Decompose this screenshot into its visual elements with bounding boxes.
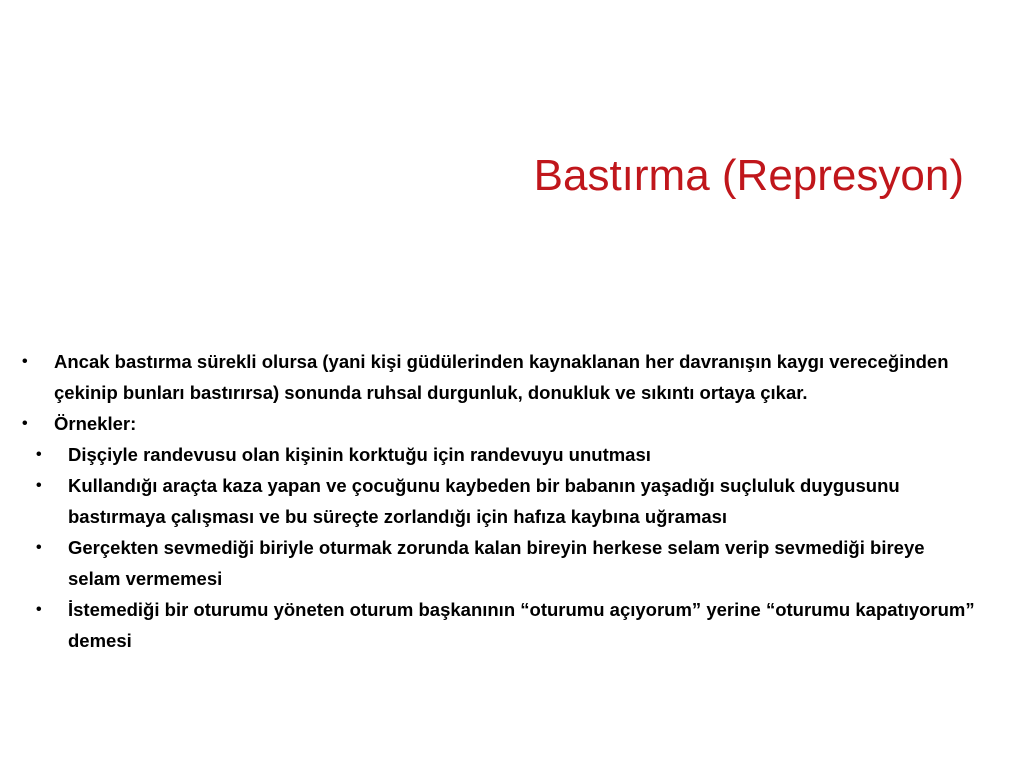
sub-bullet-list [32,439,978,656]
bullet-icon: • [36,446,42,463]
slide-body [18,346,978,656]
sub-bullet-text: Dişçiyle randevusu olan kişinin korktuğu için randevuyu unutması [68,444,651,465]
bullet-item [18,408,978,439]
bullet-text: Örnekler: [54,413,137,434]
sub-bullet-text: İstemediği bir oturumu yöneten oturum başkanının “oturumu açıyorum” yerine “oturumu kapatıyorum” demesi [68,599,975,651]
bullet-icon: • [36,601,42,618]
sub-bullet-text: Gerçekten sevmediği biriyle oturmak zorunda kalan bireyin herkese selam verip sevmediği bireye selam vermemesi [68,537,925,589]
bullet-icon: • [36,539,42,556]
bullet-list [18,346,978,439]
bullet-text: Ancak bastırma sürekli olursa (yani kişi güdülerinden kaynaklanan her davranışın kaygı vereceğinden çekinip bunları bastırırsa) sonunda ruhsal durgunluk, donukluk ve sıkıntı ortaya çıkar. [54,351,949,403]
slide-title: Bastırma (Represyon) [533,151,964,200]
bullet-icon: • [36,477,42,494]
sub-bullet-item [32,594,978,656]
sub-bullet-item [32,470,978,532]
bullet-icon: • [22,415,28,432]
sub-bullet-item [32,439,978,470]
bullet-icon: • [22,353,28,370]
sub-bullet-item [32,532,978,594]
bullet-item [18,346,978,408]
sub-bullet-text: Kullandığı araçta kaza yapan ve çocuğunu kaybeden bir babanın yaşadığı suçluluk duygusunu bastırmaya çalışması ve bu süreçte zorlandığı için hafıza kaybına uğraması [68,475,900,527]
